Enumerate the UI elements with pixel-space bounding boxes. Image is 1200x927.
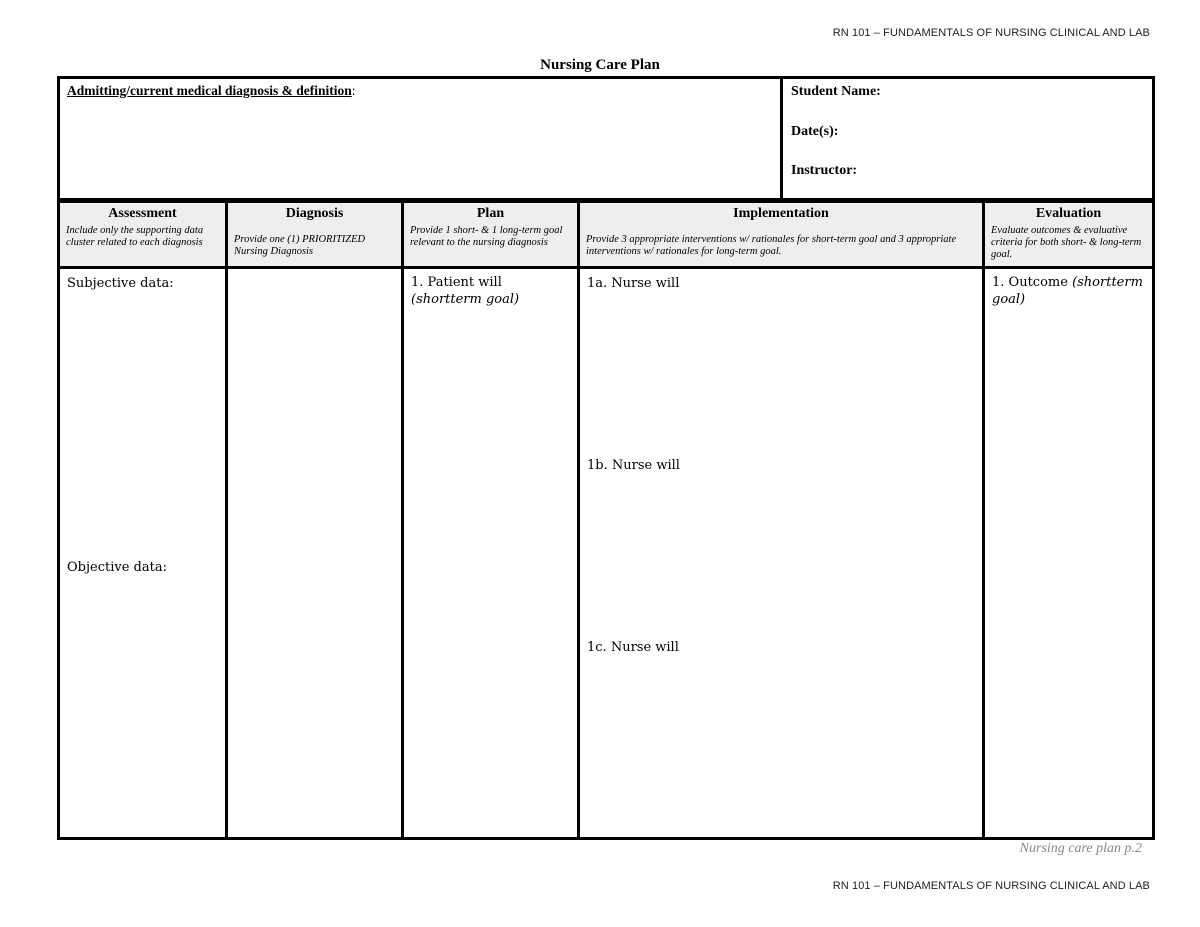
evaluation-column[interactable] bbox=[982, 200, 1155, 840]
dates-label[interactable]: Date(s): bbox=[791, 124, 839, 139]
implementation-item-1b: 1b. Nurse will bbox=[587, 458, 680, 473]
assessment-header bbox=[60, 203, 225, 269]
diagnosis-header bbox=[228, 203, 401, 269]
implementation-column[interactable] bbox=[577, 200, 985, 840]
student-name-label[interactable]: Student Name: bbox=[791, 84, 881, 99]
diagnosis-label-text: Admitting/current medical diagnosis & definition bbox=[67, 83, 352, 98]
evaluation-item-1-note: (shortterm goal) bbox=[992, 275, 1143, 307]
assessment-subtitle: Include only the supporting data cluster related to each diagnosis bbox=[66, 225, 204, 248]
implementation-subtitle: Provide 3 appropriate interventions w/ rationales for short-term goal and 3 appropriate interventions w/ rationales for long-term goal. bbox=[586, 234, 957, 257]
diagnosis-subtitle: Provide one (1) PRIORITIZED Nursing Diagnosis bbox=[234, 234, 366, 257]
subjective-data-label: Subjective data: bbox=[67, 276, 174, 291]
plan-title: Plan bbox=[476, 206, 505, 221]
diagnosis-label-colon: : bbox=[351, 83, 356, 98]
implementation-item-1a: 1a. Nurse will bbox=[587, 276, 680, 291]
evaluation-item-1 bbox=[992, 274, 1146, 308]
implementation-header bbox=[580, 203, 982, 269]
plan-subtitle: Provide 1 short- & 1 long-term goal relevant to the nursing diagnosis bbox=[410, 225, 563, 248]
plan-item-1 bbox=[411, 274, 571, 308]
diagnosis-label bbox=[67, 83, 356, 99]
evaluation-subtitle: Evaluate outcomes & evaluative criteria for both short- & long-term goal. bbox=[991, 225, 1142, 260]
evaluation-item-1-text: 1. Outcome bbox=[992, 275, 1068, 290]
objective-data-label: Objective data: bbox=[67, 560, 167, 575]
diagnosis-title: Diagnosis bbox=[285, 206, 344, 221]
plan-item-1-note: (shortterm goal) bbox=[411, 292, 520, 307]
evaluation-title: Evaluation bbox=[1035, 206, 1102, 221]
plan-item-1-text: 1. Patient will bbox=[411, 275, 502, 290]
diagnosis-column[interactable] bbox=[225, 200, 404, 840]
assessment-column[interactable] bbox=[57, 200, 228, 840]
implementation-title: Implementation bbox=[733, 206, 829, 221]
instructor-label[interactable]: Instructor: bbox=[791, 163, 858, 178]
document-title: Nursing Care Plan bbox=[540, 57, 660, 73]
diagnosis-box[interactable] bbox=[57, 76, 783, 201]
plan-column[interactable] bbox=[401, 200, 580, 840]
page-footer-label: Nursing care plan p.2 bbox=[1019, 841, 1142, 856]
evaluation-header bbox=[985, 203, 1152, 269]
course-header: RN 101 – FUNDAMENTALS OF NURSING CLINICAL AND LAB bbox=[832, 27, 1150, 39]
assessment-title: Assessment bbox=[108, 206, 177, 221]
implementation-item-1c: 1c. Nurse will bbox=[587, 640, 679, 655]
course-footer: RN 101 – FUNDAMENTALS OF NURSING CLINICAL AND LAB bbox=[832, 880, 1150, 892]
student-info-box bbox=[780, 76, 1155, 201]
plan-header bbox=[404, 203, 577, 269]
